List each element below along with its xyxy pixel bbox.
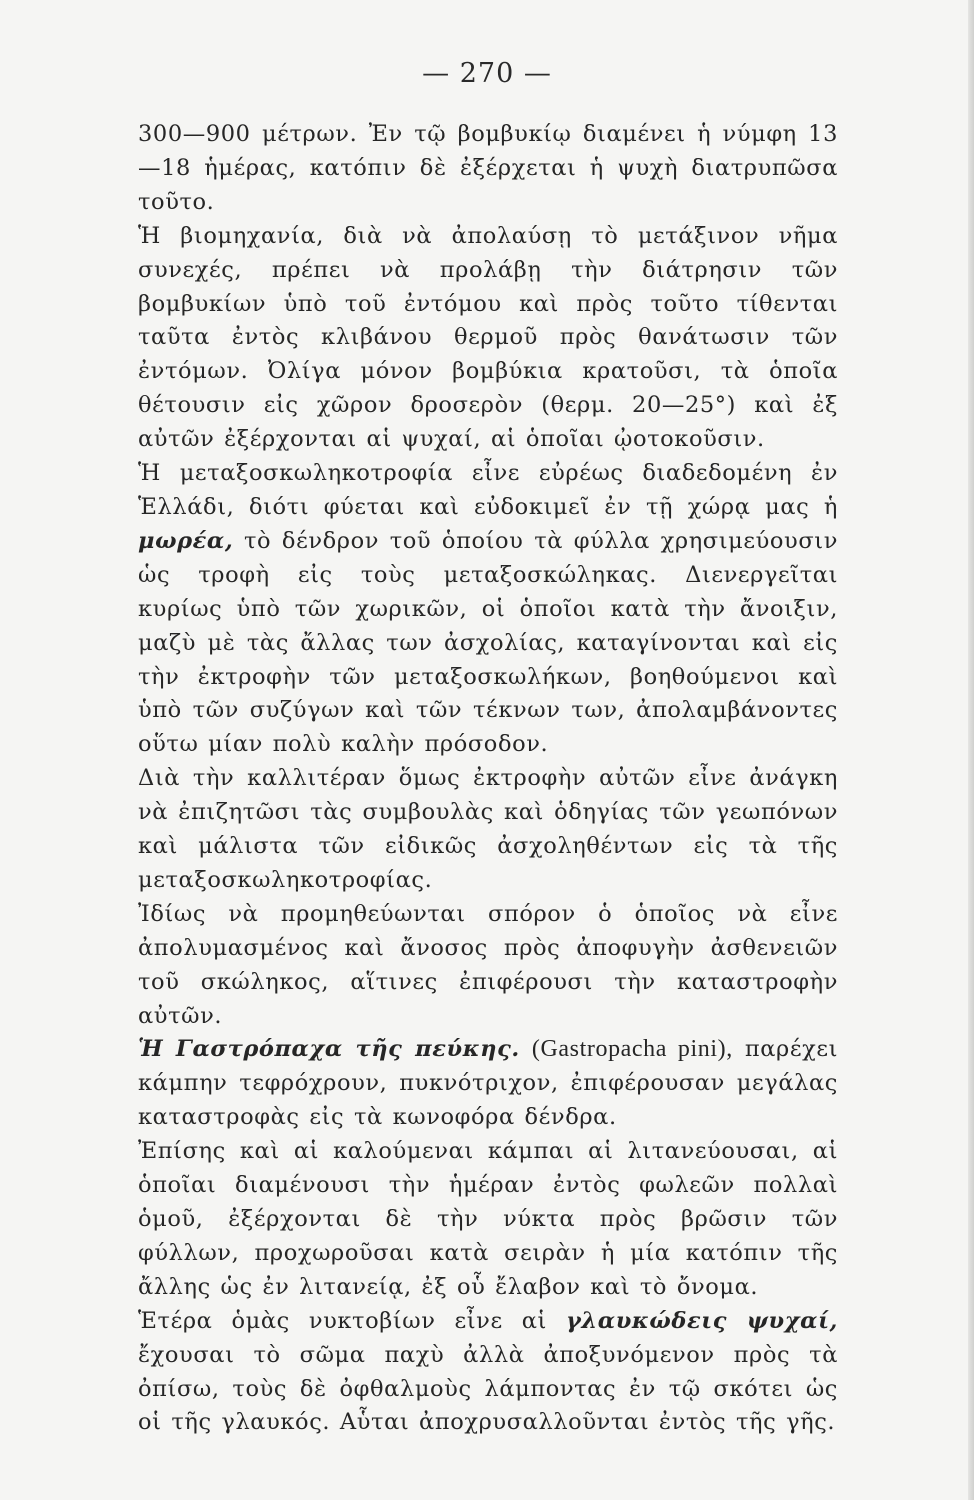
paragraph-silk-cocoon [138, 118, 838, 220]
page-number: — 270 — [422, 58, 552, 89]
text-segment: Ἑτέρα ὁμὰς νυκτοβίων εἶνε αἱ [138, 1307, 566, 1334]
text-segment [520, 1036, 532, 1062]
text-segment: 300—900 μέτρων. Ἐν τῷ βομβυκίῳ διαμένει ἡ νύμφη 13—18 ἡμέρας, κατόπιν δὲ ἐξέρχεται ἡ ψυχὴ διατρυπῶσα τοῦτο. [138, 121, 838, 215]
text-segment: μωρέα, [138, 527, 234, 554]
text-segment: ἔχουσαι τὸ σῶμα παχὺ ἀλλὰ ἀποξυνόμενον πρὸς τὰ ὀπίσω, τοὺς δὲ ὀφθαλμοὺς λάμποντας ἐν τῷ σκότει ὡς οἱ τῆς γλαυκός. Αὗται ἀποχρυσαλλοῦνται ἐντὸς τῆς γῆς. [138, 1341, 838, 1436]
text-segment: Ἡ βιομηχανία, διὰ νὰ ἀπολαύσῃ τὸ μετάξινον νῆμα συνεχές, πρέπει νὰ προλάβῃ τὴν διάτρησιν τῶν βομβυκίων ὑπὸ τοῦ ἐντόμου καὶ πρὸς τοῦτο τίθενται ταῦτα ἐντὸς κλιβάνου θερμοῦ πρὸς θανάτωσιν τῶν ἐντόμων. Ὀλίγα μόνον βομβύκια κρατοῦσι, τὰ ὁποῖα θέτουσιν εἰς χῶρον δροσερὸν (θερμ. 20—25°) καὶ ἐξ αὐτῶν ἐξέρχονται αἱ ψυχαί, αἱ ὁποῖαι ᾠοτοκοῦσιν. [138, 222, 838, 453]
text-segment: παρέχει κάμπην τεφρόχρουν, πυκνότριχον, ἐπιφέρουσαν μεγάλας καταστροφὰς εἰς τὰ κωνοφόρα δένδρα. [138, 1036, 838, 1131]
text-segment: τὸ δένδρον τοῦ ὁποίου τὰ φύλλα χρησιμεύουσιν ὡς τροφὴ εἰς τοὺς μεταξοσκώληκας. Διενεργεῖται κυρίως ὑπὸ τῶν χωρικῶν, οἱ ὁποῖοι κατὰ τὴν ἄνοιξιν, μαζὺ μὲ τὰς ἄλλας των ἀσχολίας, καταγίνονται καὶ εἰς τὴν ἐκτροφὴν τῶν μεταξοσκωλήκων, βοηθούμενοι καὶ ὑπὸ τῶν συζύγων καὶ τῶν τέκνων των, ἀπολαμβάνοντες οὕτω μίαν πολὺ καλὴν πρόσοδον. [138, 527, 838, 758]
paragraph-silk-industry [138, 220, 838, 457]
paragraph-sericulture-greece [138, 457, 838, 762]
text-segment: Διὰ τὴν καλλιτέραν ὅμως ἐκτροφὴν αὐτῶν εἶνε ἀνάγκη νὰ ἐπιζητῶσι τὰς συμβουλὰς καὶ ὁδηγίας τῶν γεωπόνων καὶ μάλιστα τῶν εἰδικῶς ἀσχοληθέντων εἰς τὰ τῆς μεταξοσκωληκοτροφίας. [138, 765, 838, 893]
paragraph-owlet-moths [138, 1305, 838, 1441]
text-segment: Ἡ Γαστρόπαχα τῆς πεύκης. [138, 1036, 520, 1063]
text-segment: (Gastropacha pini), [531, 1036, 733, 1063]
text-segment: Ἐπίσης καὶ αἱ καλούμεναι κάμπαι αἱ λιτανεύουσαι, αἱ ὁποῖαι διαμένουσι τὴν ἡμέραν ἐντὸς φωλεῶν πολλαὶ ὁμοῦ, ἐξέρχονται δὲ τὴν νύκτα πρὸς βρῶσιν τῶν φύλλων, προχωροῦσαι κατὰ σειρὰν ἡ μία κατόπιν τῆς ἄλλης ὡς ἐν λιτανείᾳ, ἐξ οὗ ἔλαβον καὶ τὸ ὄνομα. [138, 1138, 838, 1300]
body-text [138, 118, 838, 1440]
text-segment: Ἡ μεταξοσκωληκοτροφία εἶνε εὐρέως διαδεδομένη ἐν Ἑλλάδι, διότι φύεται καὶ εὐδοκιμεῖ ἐν τῇ χώρᾳ μας ἡ [138, 460, 838, 520]
text-segment: γλαυκώδεις ψυχαί, [565, 1307, 838, 1334]
paragraph-gastropacha-pini [138, 1033, 838, 1135]
paragraph-agronomist-advice [138, 762, 838, 898]
paragraph-disinfected-seed [138, 898, 838, 1034]
page-edge-shadow [968, 0, 974, 1500]
text-segment: Ἰδίως νὰ προμηθεύωνται σπόρον ὁ ὁποῖος νὰ εἶνε ἀπολυμασμένος καὶ ἄνοσος πρὸς ἀποφυγὴν ἀσθενειῶν τοῦ σκώληκος, αἵτινες ἐπιφέρουσι τὴν καταστροφὴν αὐτῶν. [138, 900, 838, 1029]
paragraph-processionary-caterpillars [138, 1135, 838, 1305]
